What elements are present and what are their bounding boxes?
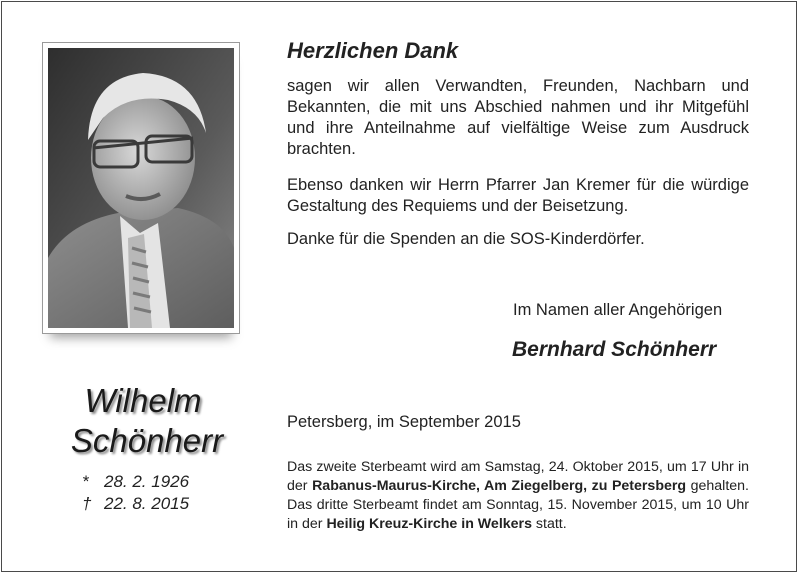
- death-date: 22. 8. 2015: [104, 494, 190, 513]
- service-announcement: [287, 458, 749, 534]
- service-text-2: gehalten. Das dritte Sterbeamt findet am Sonntag, 15. November 2015, um 10 Uhr in der: [287, 478, 749, 532]
- birth-date: 28. 2. 1926: [104, 472, 190, 491]
- service-text-1: Das zweite Sterbeamt wird am Samstag, 24. Oktober 2015, um 17 Uhr in der: [287, 459, 749, 494]
- donation-thanks-paragraph: Danke für die Spenden an die SOS-Kinderdörfer.: [287, 230, 645, 248]
- portrait-frame: [42, 42, 240, 334]
- death-symbol: †: [82, 494, 92, 513]
- signer-name: Bernhard Schönherr: [512, 338, 717, 361]
- thanks-paragraph: sagen wir allen Verwandten, Freunden, Nachbarn und Bekannten, die mit uns Abschied nahmen und ihr Mitgefühl und ihre Anteilnahme auf vielfältige Weise zum Ausdruck brachten.: [287, 77, 749, 158]
- place-date: Petersberg, im September 2015: [287, 413, 521, 431]
- deceased-first-name: Wilhelm: [84, 382, 202, 419]
- service-church-2: Heilig Kreuz-Kirche in Welkers: [326, 516, 532, 532]
- deceased-last-name: Schönherr: [70, 422, 224, 459]
- service-church-1: Rabanus-Maurus-Kirche, Am Ziegelberg, zu Petersberg: [312, 478, 687, 494]
- service-text-3: statt.: [531, 516, 567, 532]
- birth-symbol: *: [82, 472, 89, 491]
- portrait-photo: [48, 48, 234, 328]
- pastor-thanks-paragraph: Ebenso danken wir Herrn Pfarrer Jan Kremer für die würdige Gestaltung des Requiems und der Beisetzung.: [287, 176, 749, 215]
- life-dates: [82, 471, 189, 515]
- thanks-heading: Herzlichen Dank: [287, 38, 459, 63]
- on-behalf-line: Im Namen aller Angehörigen: [513, 301, 723, 319]
- birth-line: [82, 471, 189, 493]
- death-line: [82, 493, 189, 515]
